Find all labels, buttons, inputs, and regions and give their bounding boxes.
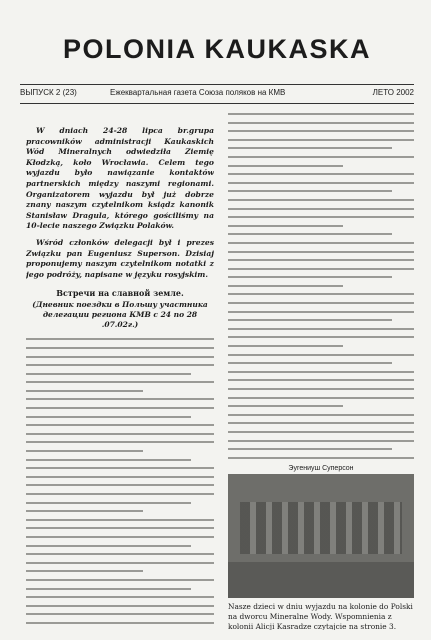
placeholder-line <box>228 397 414 399</box>
masthead-rule-bottom <box>20 103 414 104</box>
placeholder-line <box>26 596 214 598</box>
placeholder-line <box>26 579 214 581</box>
placeholder-line <box>26 519 214 521</box>
placeholder-line <box>228 319 392 321</box>
placeholder-line <box>26 502 191 504</box>
placeholder-line <box>26 476 214 478</box>
masthead-rule-top <box>20 84 414 85</box>
placeholder-line <box>26 605 214 607</box>
placeholder-line <box>228 122 414 124</box>
placeholder-line <box>228 379 414 381</box>
placeholder-line <box>26 553 214 555</box>
lead-paragraph-1: W dniach 24-28 lipca br.grupa pracowników administracji Kaukaskich Wód Mineralnych odwiedziła Ziemię Kłodzką, koło Wrocławia. Celem tego wyjazdu było nawiązanie kontaktów partnerskich między naszymi regionami. Organizatorem wyjazdu był już dobrze znany naszym czytelnikom ksiądz kanonik Stanisław Dragula, którego gościliśmy na 10-lecie naszego Związku Polaków. <box>26 126 214 231</box>
placeholder-line <box>228 251 414 253</box>
placeholder-line <box>26 588 191 590</box>
placeholder-line <box>228 165 343 167</box>
placeholder-line <box>228 336 414 338</box>
placeholder-line <box>228 259 414 261</box>
placeholder-line <box>228 388 414 390</box>
placeholder-line <box>228 113 414 115</box>
placeholder-line <box>26 613 214 615</box>
placeholder-line <box>228 345 343 347</box>
placeholder-line <box>26 527 214 529</box>
placeholder-line <box>228 225 343 227</box>
placeholder-line <box>228 371 414 373</box>
placeholder-line <box>228 216 414 218</box>
right-body-text-placeholder <box>228 113 414 459</box>
placeholder-line <box>228 156 414 158</box>
placeholder-line <box>228 268 414 270</box>
placeholder-line <box>228 440 414 442</box>
masthead-title: POLONIA KAUKASKA <box>62 34 371 64</box>
placeholder-line <box>228 130 414 132</box>
left-body-text-placeholder <box>26 338 214 630</box>
placeholder-line <box>228 182 414 184</box>
issue-number: ВЫПУСК 2 (23) <box>20 88 77 97</box>
placeholder-line <box>228 139 414 141</box>
photo-caption: Nasze dzieci w dniu wyjazdu na kolonie do Polski na dworcu Mineralne Wody. Wspomnienia z kolonii Alicji Kasradze czytajcie na stronie 3. <box>228 602 413 630</box>
placeholder-line <box>228 208 414 210</box>
placeholder-line <box>228 362 392 364</box>
masthead-meta-row <box>20 88 414 102</box>
placeholder-line <box>26 441 214 443</box>
placeholder-line <box>26 467 214 469</box>
placeholder-line <box>26 347 214 349</box>
right-column <box>228 113 414 630</box>
placeholder-line <box>26 622 214 624</box>
placeholder-line <box>26 398 214 400</box>
placeholder-line <box>26 424 214 426</box>
placeholder-line <box>228 147 392 149</box>
placeholder-line <box>228 173 414 175</box>
placeholder-line <box>228 302 414 304</box>
placeholder-line <box>228 431 414 433</box>
placeholder-line <box>26 433 214 435</box>
placeholder-line <box>228 457 414 459</box>
placeholder-line <box>26 545 191 547</box>
placeholder-line <box>26 390 143 392</box>
placeholder-line <box>26 373 191 375</box>
placeholder-line <box>26 407 214 409</box>
photo-credit: Эугениуш Суперсон <box>288 465 354 473</box>
placeholder-line <box>228 190 392 192</box>
placeholder-line <box>228 354 414 356</box>
masthead-tagline: Ежеквартальная газета Союза поляков на КМВ <box>110 88 286 97</box>
left-column <box>26 126 214 630</box>
placeholder-line <box>228 328 414 330</box>
placeholder-line <box>26 459 191 461</box>
placeholder-line <box>26 364 214 366</box>
placeholder-line <box>228 311 414 313</box>
placeholder-line <box>26 570 143 572</box>
placeholder-line <box>26 416 191 418</box>
lead-paragraph-2: Wśród członków delegacji był i prezes Związku pan Eugeniusz Superson. Dzisiaj proponujemy naszym czytelnikom notatki z jego podróży, napisane w języku rosyjskim. <box>26 237 214 279</box>
placeholder-line <box>26 356 214 358</box>
placeholder-line <box>26 536 214 538</box>
group-photo <box>228 474 414 598</box>
placeholder-line <box>228 199 414 201</box>
section-subtitle: (Дневник поездки в Польшу участника делегации региона КМВ с 24 по 28 .07.02г.) <box>32 300 208 330</box>
placeholder-line <box>26 381 214 383</box>
placeholder-line <box>26 562 214 564</box>
placeholder-line <box>228 405 343 407</box>
placeholder-line <box>26 510 143 512</box>
edition-label: ЛЕТО 2002 <box>372 88 414 97</box>
placeholder-line <box>228 293 414 295</box>
placeholder-line <box>26 493 214 495</box>
placeholder-line <box>228 233 392 235</box>
placeholder-line <box>26 450 143 452</box>
placeholder-line <box>228 276 392 278</box>
placeholder-line <box>26 338 214 340</box>
placeholder-line <box>228 242 414 244</box>
placeholder-line <box>228 448 392 450</box>
placeholder-line <box>228 422 414 424</box>
placeholder-line <box>228 285 343 287</box>
placeholder-line <box>228 414 414 416</box>
section-title: Встречи на славной земле. <box>56 288 184 299</box>
placeholder-line <box>26 484 214 486</box>
